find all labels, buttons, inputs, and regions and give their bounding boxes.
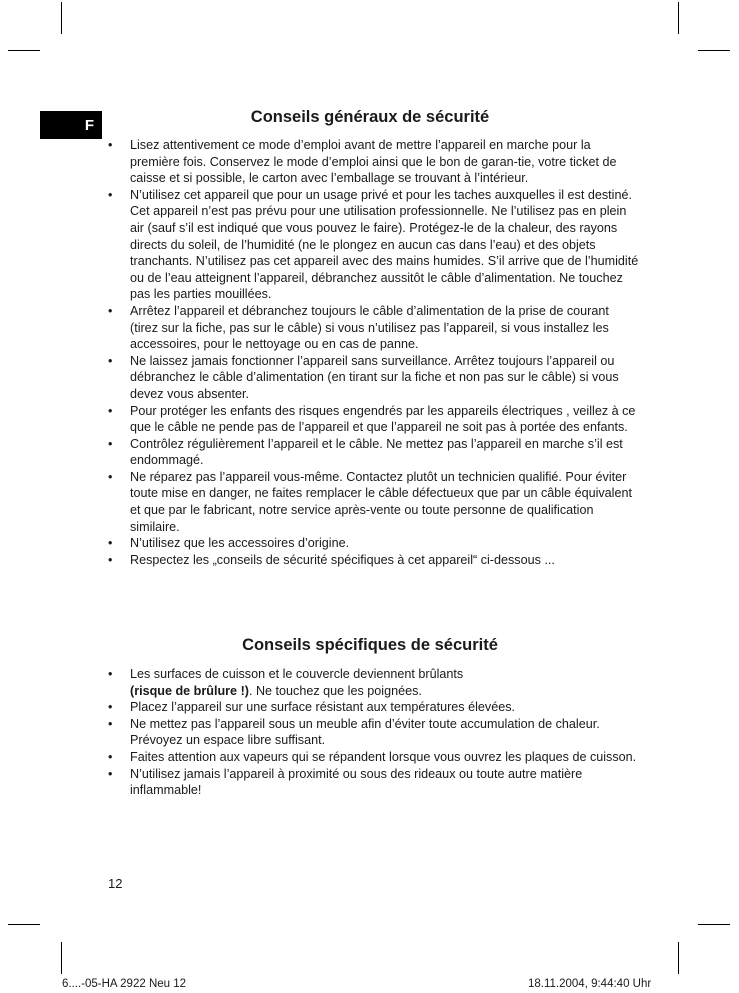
crop-mark-right-upper	[698, 50, 730, 51]
crop-mark-bottom-left	[61, 942, 62, 974]
burn-warning-text: Les surfaces de cuisson et le couvercle deviennent brûlants	[130, 667, 464, 681]
list-item: • Arrêtez l’appareil et débranchez toujours le câble d’alimentation de la prise de courant (tirez sur la fiche, pas sur le câble) si vous n’utilisez pas l’appareil, si vous installez les accessoires, pour le nettoyage ou en cas de panne.	[108, 303, 640, 353]
footer-timestamp: 18.11.2004, 9:44:40 Uhr	[528, 978, 652, 990]
crop-mark-left-lower	[8, 924, 40, 925]
crop-mark-top-right	[678, 2, 679, 34]
list-item: • Ne laissez jamais fonctionner l’appareil sans surveillance. Arrêtez toujours l’appareil ou débranchez le câble d’alimentation (en tirant sur la fiche et non pas sur le câble) si vous devez vous absenter.	[108, 353, 640, 403]
general-safety-list	[108, 137, 640, 568]
list-item: • Respectez les „conseils de sécurité spécifiques à cet appareil“ ci-dessous ...	[108, 552, 640, 569]
footer-file-info: 6....-05-HA 2922 Neu 12	[62, 978, 187, 990]
general-safety-title: Conseils généraux de sécurité	[250, 108, 490, 126]
list-item: • Ne mettez pas l’appareil sous un meuble afin d’éviter toute accumulation de chaleur. Prévoyez un espace libre suffisant.	[108, 716, 640, 749]
list-item: • Lisez attentivement ce mode d’emploi avant de mettre l’appareil en marche pour la première fois. Conservez le mode d’emploi ainsi que le bon de garan-tie, votre ticket de caisse et si possible, le carton avec l’emballage se trouvant à l’intérieur.	[108, 137, 640, 187]
list-item	[108, 666, 640, 699]
page-number: 12	[108, 876, 123, 891]
list-item: • N’utilisez cet appareil que pour un usage privé et pour les taches auxquelles il est destiné. Cet appareil n’est pas prévu pour une utilisation professionnelle. Ne l’utilisez pas en plein air (sauf s’il est indiqué que vous pouvez le faire). Protégez-le de la chaleur, des rayons directs du soleil, de l’humidité (ne le plongez en aucun cas dans l’eau) et des objets tranchants. N’utilisez pas cet appareil avec des mains humides. S’il arrive que de l’humidité ou de l’eau atteignent l’appareil, débranchez aussitôt le câble d’alimentation. Ne touchez pas les parties mouillées.	[108, 187, 640, 303]
list-item: • N’utilisez que les accessoires d’origine.	[108, 535, 640, 552]
list-item: • N’utilisez jamais l’appareil à proximité ou sous des rideaux ou toute autre matière inflammable!	[108, 766, 640, 799]
language-tab: F	[40, 111, 102, 139]
crop-mark-bottom-right	[678, 942, 679, 974]
list-item: • Ne réparez pas l’appareil vous-même. Contactez plutôt un technicien qualifié. Pour éviter toute mise en danger, ne faites remplacer le câble défectueux que par un câble équivalent et que par le fabricant, notre service après-vente ou toute personne de qualification similaire.	[108, 469, 640, 535]
specific-safety-title: Conseils spécifiques de sécurité	[242, 636, 498, 654]
list-item: • Pour protéger les enfants des risques engendrés par les appareils électriques , veillez à ce que le câble ne pende pas de l’appareil et que l’appareil ne soit pas à portée des enfants.	[108, 403, 640, 436]
crop-mark-left-upper	[8, 50, 40, 51]
specific-safety-list	[108, 666, 640, 799]
list-item: • Contrôlez régulièrement l’appareil et le câble. Ne mettez pas l’appareil en marche s’il est endommagé.	[108, 436, 640, 469]
list-item: • Placez l’appareil sur une surface résistant aux températures élevées.	[108, 699, 640, 716]
burn-warning-bold: (risque de brûlure !)	[130, 683, 249, 698]
burn-warning-rest: . Ne touchez que les poignées.	[248, 683, 422, 698]
crop-mark-right-lower	[698, 924, 730, 925]
list-item: • Faites attention aux vapeurs qui se répandent lorsque vous ouvrez les plaques de cuisson.	[108, 749, 640, 766]
crop-mark-top-left	[61, 2, 62, 34]
